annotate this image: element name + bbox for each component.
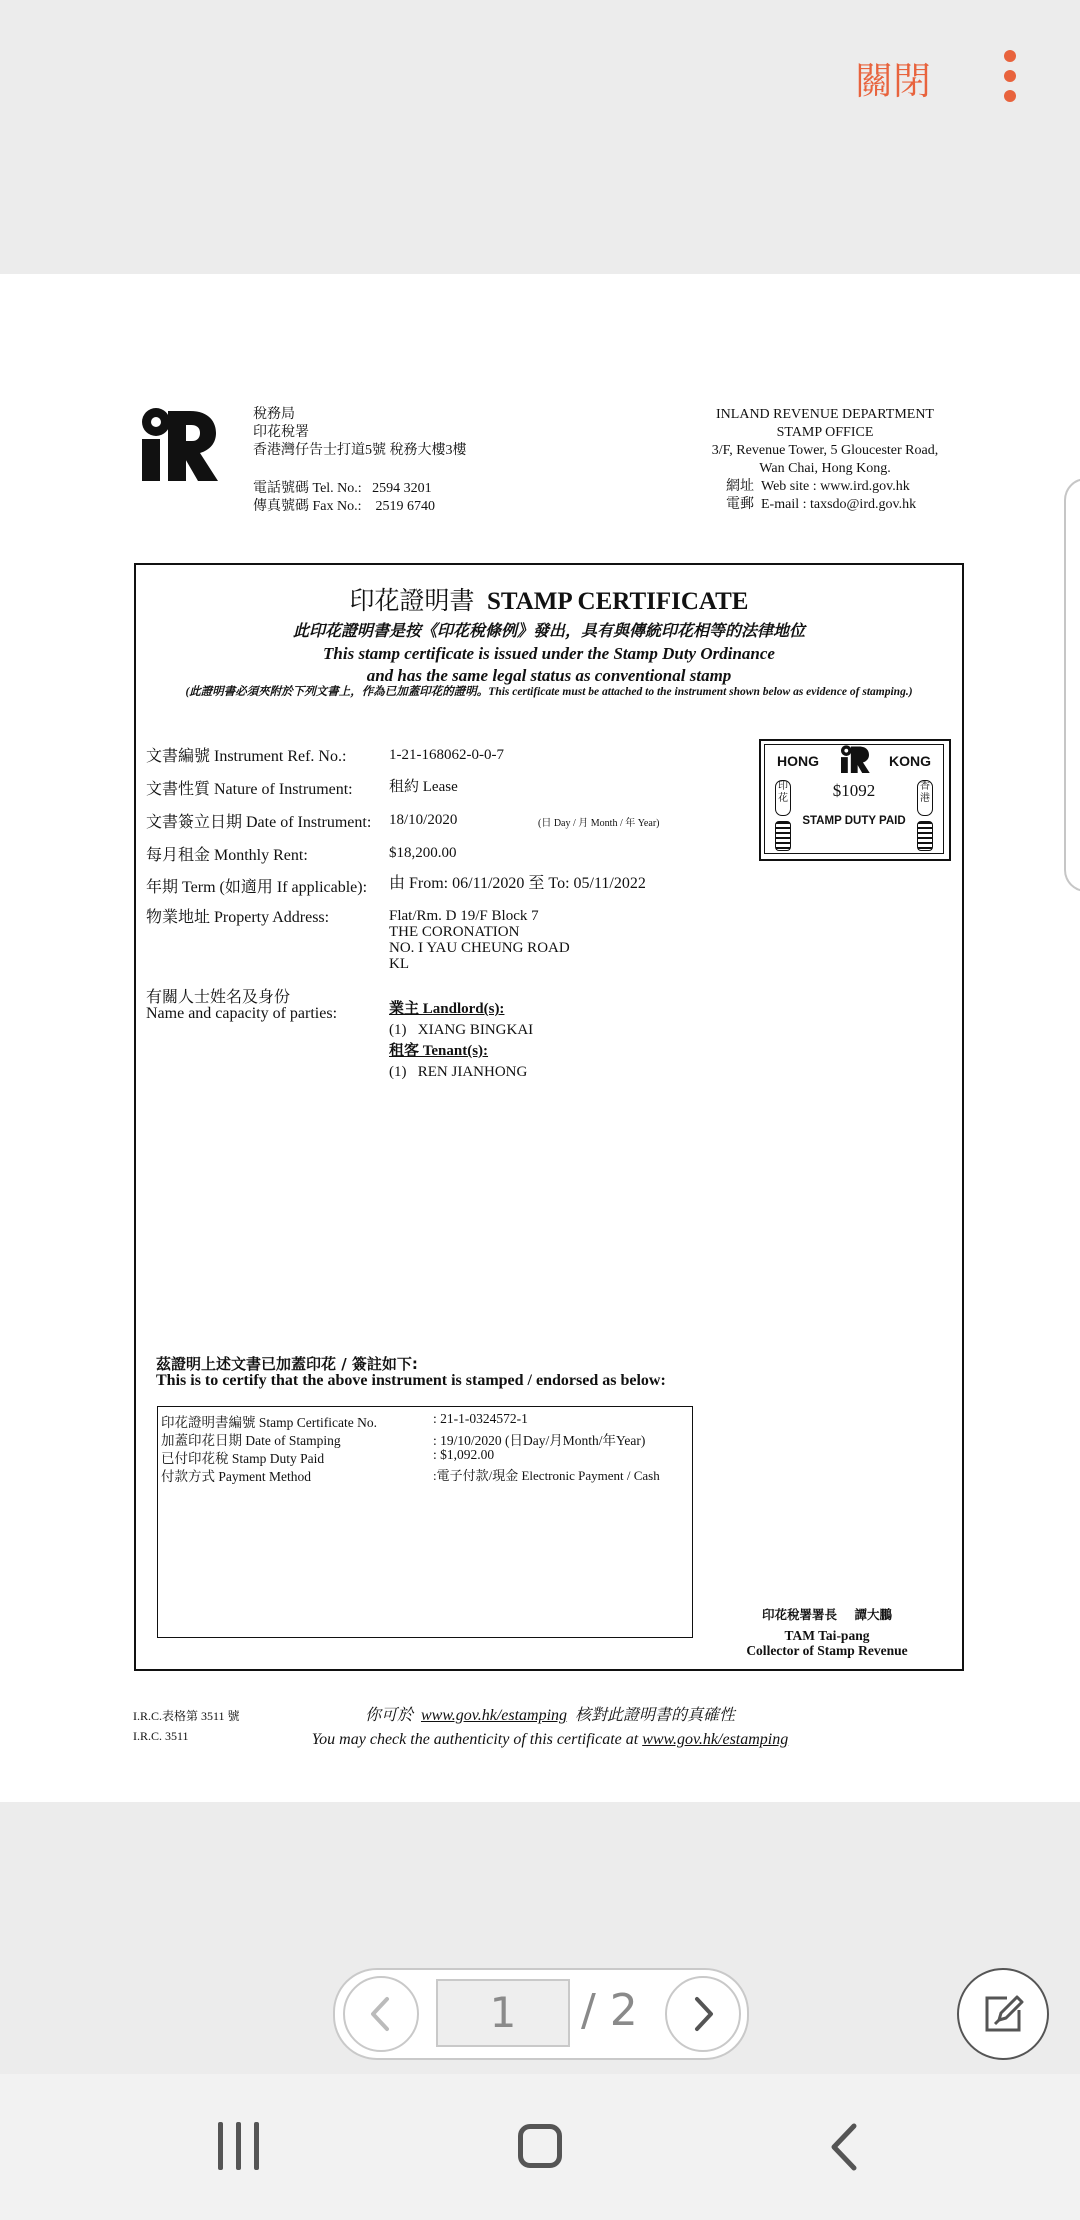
letterhead-line: 3/F, Revenue Tower, 5 Gloucester Road, — [711, 443, 939, 458]
nature-label: 文書性質 Nature of Instrument: — [146, 781, 353, 798]
stamp-amount: $1092 — [832, 781, 876, 800]
title-en: STAMP CERTIFICATE — [487, 588, 749, 615]
collector-zh: 印花稅署署長 譚大鵬 — [762, 1607, 892, 1622]
authenticity-note — [210, 1704, 890, 1752]
seal-right: 香港 — [917, 780, 933, 816]
chevron-right-icon — [687, 1996, 719, 2032]
cert-no-label: 印花證明書編號 Stamp Certificate No. — [161, 1415, 377, 1430]
home-icon[interactable] — [518, 2124, 562, 2168]
stamping-date-label: 加蓋印花日期 Date of Stamping — [161, 1433, 341, 1448]
subtitle-en-2: and has the same legal status as conventional stamp — [366, 666, 732, 685]
close-button[interactable]: 關閉 — [855, 59, 932, 103]
form-number-zh: I.R.C.表格第 3511 號 — [133, 1709, 240, 1723]
letterhead-tel: 電話號碼 Tel. No.: 2594 3201 — [253, 481, 432, 496]
estamping-link[interactable]: www.gov.hk/estamping — [642, 1731, 789, 1748]
certificate-note: (此證明書必須夾附於下列文書上，作為已加蓋印花的證明。This certificate must be attached to the instrument shown below as evidence of stamping.) — [185, 686, 913, 698]
certify-zh: 茲證明上述文書已加蓋印花 / 簽註如下: — [156, 1355, 418, 1373]
term-value: 由 From: 06/11/2020 至 To: 05/11/2022 — [389, 875, 646, 892]
coil-ornament-icon — [917, 821, 933, 851]
title-zh: 印花證明書 — [349, 588, 475, 615]
sign-edit-button[interactable] — [957, 1968, 1049, 2060]
ref-label: 文書編號 Instrument Ref. No.: — [146, 748, 347, 765]
address-line: KL — [389, 956, 409, 972]
tenant-heading: 租客 Tenant(s): — [389, 1043, 489, 1059]
next-page-button[interactable] — [665, 1976, 741, 2052]
check-zh-text: 核對此證明書的真確性 — [575, 1707, 736, 1724]
stamp-hong: HONG — [777, 753, 819, 769]
ird-logo-icon — [839, 745, 871, 773]
tenant-name: (1) REN JIANHONG — [389, 1064, 528, 1080]
nature-value: 租約 Lease — [389, 779, 458, 795]
chevron-left-icon — [365, 1996, 397, 2032]
letterhead-line: 香港灣仔告士打道5號 稅務大樓3樓 — [253, 443, 467, 458]
date-value: 18/10/2020 — [389, 812, 458, 828]
stamp-duty-seal — [759, 739, 951, 861]
form-number-en: I.R.C. 3511 — [133, 1729, 189, 1743]
date-label: 文書簽立日期 Date of Instrument: — [146, 814, 372, 831]
letterhead-line: STAMP OFFICE — [776, 425, 874, 440]
certificate-box — [134, 563, 964, 1671]
duty-paid-label: 已付印花稅 Stamp Duty Paid — [161, 1451, 325, 1466]
term-label: 年期 Term (如適用 If applicable): — [146, 879, 368, 896]
letterhead-en — [690, 406, 960, 514]
stamping-date-value: : 19/10/2020 (日Day/月Month/年Year) — [433, 1433, 646, 1448]
cert-no-value: : 21-1-0324572-1 — [433, 1411, 528, 1426]
edit-pen-icon — [981, 1992, 1025, 2036]
parties-value — [389, 999, 533, 1083]
letterhead-fax: 傳真號碼 Fax No.: 2519 6740 — [253, 499, 435, 514]
parties-label-zh: 有關人士姓名及身份 — [146, 989, 291, 1006]
duty-paid-value: : $1,092.00 — [433, 1447, 495, 1462]
page-navigator — [333, 1968, 749, 2060]
collector-title: Collector of Stamp Revenue — [746, 1643, 908, 1658]
certificate-title — [136, 581, 962, 617]
date-hint: (日 Day / 月 Month / 年 Year) — [538, 818, 660, 829]
rent-label: 每月租金 Monthly Rent: — [146, 847, 308, 864]
address-label: 物業地址 Property Address: — [146, 909, 330, 926]
address-line: NO. I YAU CHEUNG ROAD — [389, 940, 570, 956]
stamp-paid-label: STAMP DUTY PAID — [802, 815, 906, 827]
endorsement-box — [157, 1406, 693, 1638]
page-total: / 2 — [581, 1985, 638, 2036]
certify-en: This is to certify that the above instrument is stamped / endorsed as below: — [156, 1372, 666, 1389]
check-zh-text: 你可於 — [364, 1707, 413, 1724]
address-value — [389, 908, 570, 972]
more-options-icon[interactable] — [998, 48, 1024, 104]
stamp-kong: KONG — [889, 753, 931, 769]
landlord-heading: 業主 Landlord(s): — [389, 1001, 505, 1017]
payment-method-label: 付款方式 Payment Method — [161, 1469, 311, 1484]
coil-ornament-icon — [775, 821, 791, 851]
scroll-handle[interactable] — [1064, 478, 1080, 892]
seal-left: 印花 — [775, 780, 791, 816]
top-bar — [0, 0, 1080, 274]
letterhead-line: 印花稅署 — [253, 425, 309, 440]
ird-logo-icon — [138, 407, 220, 481]
landlord-name: (1) XIANG BINGKAI — [389, 1022, 534, 1038]
ref-value: 1-21-168062-0-0-7 — [389, 747, 504, 763]
parties-label-en: Name and capacity of parties: — [146, 1005, 338, 1022]
collector-name: TAM Tai-pang — [784, 1628, 870, 1643]
rent-value: $18,200.00 — [389, 845, 457, 861]
recent-apps-icon[interactable] — [216, 2122, 262, 2170]
letterhead-zh — [253, 406, 467, 516]
address-line: Flat/Rm. D 19/F Block 7 — [389, 908, 539, 924]
subtitle-zh: 此印花證明書是按《印花稅條例》發出，具有與傳統印花相等的法律地位 — [292, 623, 805, 640]
check-en-text: You may check the authenticity of this certificate at — [311, 1731, 639, 1748]
letterhead-web: 網址 Web site : www.ird.gov.hk — [726, 479, 910, 494]
letterhead-line: Wan Chai, Hong Kong. — [759, 461, 891, 476]
letterhead-line: 稅務局 — [253, 407, 295, 422]
subtitle-en-1: This stamp certificate is issued under the Stamp Duty Ordinance — [323, 644, 775, 663]
letterhead-email: 電郵 E-mail : taxsdo@ird.gov.hk — [726, 497, 917, 512]
estamping-link[interactable]: www.gov.hk/estamping — [420, 1707, 568, 1724]
back-icon[interactable] — [826, 2122, 862, 2172]
address-line: THE CORONATION — [389, 924, 520, 940]
certificate-subtitle — [136, 621, 962, 687]
parties-label — [146, 990, 337, 1022]
previous-page-button[interactable] — [343, 1976, 419, 2052]
payment-method-value: :電子付款/現金 Electronic Payment / Cash — [433, 1468, 660, 1483]
page-number-input[interactable]: 1 — [436, 1979, 570, 2047]
letterhead-line: INLAND REVENUE DEPARTMENT — [716, 407, 934, 422]
